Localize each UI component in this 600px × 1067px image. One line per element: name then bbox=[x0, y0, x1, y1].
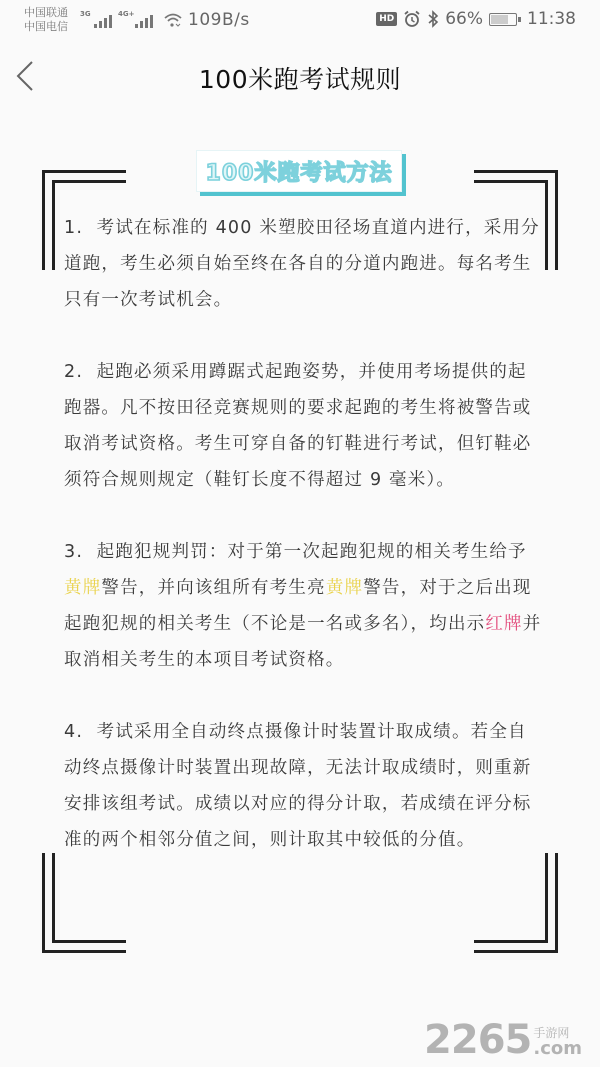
rule-text: 并取消相关考生的本项目考试资格。 bbox=[64, 614, 542, 670]
red-card-highlight: 红牌 bbox=[485, 614, 523, 634]
signal-icon: 4G+ bbox=[118, 10, 153, 28]
nav-bar bbox=[0, 42, 600, 112]
status-bar bbox=[0, 0, 600, 42]
watermark-number: 2265 bbox=[424, 1017, 532, 1063]
clock: 11:38 bbox=[527, 9, 576, 29]
watermark-domain: .com bbox=[533, 1038, 582, 1059]
alarm-icon bbox=[403, 10, 421, 28]
network-speed: 109B/s bbox=[188, 10, 250, 30]
carrier-2: 中国电信 bbox=[24, 20, 68, 33]
carrier-labels bbox=[24, 6, 68, 34]
rule-text: 起跑犯规判罚：对于第一次起跑犯规的相关考生给予 bbox=[96, 542, 527, 562]
signal-icon: 3G bbox=[80, 10, 112, 28]
carrier-1: 中国联通 bbox=[24, 6, 68, 19]
rule-1 bbox=[64, 210, 542, 318]
status-right bbox=[376, 9, 576, 29]
wifi-icon bbox=[163, 12, 183, 28]
battery-percent: 66% bbox=[445, 9, 483, 29]
battery-icon bbox=[489, 13, 517, 26]
rules-content bbox=[64, 210, 542, 894]
hd-icon: HD bbox=[376, 12, 397, 26]
rule-text: 警告，对于之后出现起跑犯规的相关考生（不论是一名或多名），均出示 bbox=[64, 578, 532, 634]
section-badge bbox=[196, 150, 402, 192]
rule-2 bbox=[64, 354, 542, 498]
rule-number: 1. bbox=[64, 218, 84, 238]
page-title: 100米跑考试规则 bbox=[198, 65, 402, 94]
rule-number: 4. bbox=[64, 722, 84, 742]
signal-indicators bbox=[80, 10, 183, 28]
yellow-card-highlight: 黄牌 bbox=[325, 578, 364, 598]
rule-4 bbox=[64, 714, 542, 858]
rule-number: 3. bbox=[64, 542, 84, 562]
rule-text: 考试采用全自动终点摄像计时装置计取成绩。若全自动终点摄像计时装置出现故障，无法计取成绩时，则重新安排该组考试。成绩以对应的得分计取，若成绩在评分标准的两个相邻分值之间，则计取其中较低的分值。 bbox=[64, 722, 532, 850]
bluetooth-icon bbox=[427, 10, 439, 28]
rule-text: 警告，并向该组所有考生亮 bbox=[101, 578, 326, 598]
watermark-logo bbox=[424, 1017, 582, 1063]
rule-text: 考试在标准的 400 米塑胶田径场直道内进行，采用分道跑，考生必须自始至终在各自的分道内跑进。每名考生只有一次考试机会。 bbox=[64, 218, 540, 310]
watermark-cn: 手游网 bbox=[533, 1026, 570, 1040]
yellow-card-highlight: 黄牌 bbox=[64, 578, 102, 598]
rule-3 bbox=[64, 534, 542, 678]
rule-text: 起跑必须采用蹲踞式起跑姿势，并使用考场提供的起跑器。凡不按田径竞赛规则的要求起跑的考生将被警告或取消考试资格。考生可穿自备的钉鞋进行考试，但钉鞋必须符合规则规定（鞋钉长度不得超过 9 毫米）。 bbox=[64, 362, 532, 490]
section-title: 100米跑考试方法 bbox=[205, 160, 393, 186]
rule-number: 2. bbox=[64, 362, 84, 382]
